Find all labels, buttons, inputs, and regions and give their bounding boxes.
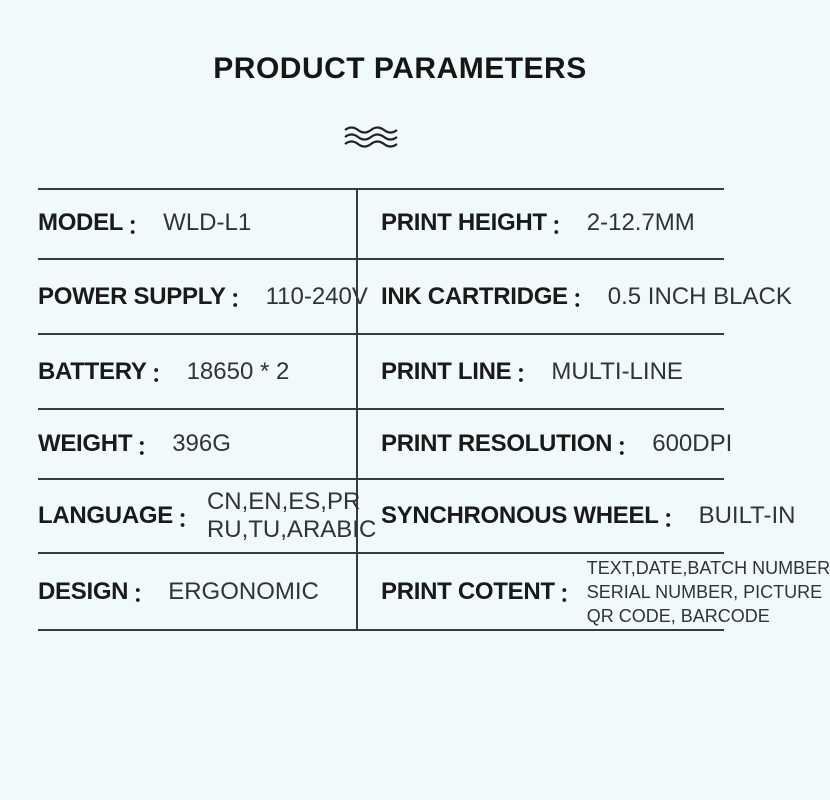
param-label: SYNCHRONOUS WHEEL: [381, 502, 659, 529]
param-label: PRINT COTENT: [381, 577, 555, 605]
param-value: 600DPI: [652, 430, 733, 457]
param-weight: WEIGHT ： 396G: [38, 430, 231, 461]
param-value: MULTI-LINE: [551, 357, 683, 385]
param-value: 2-12.7MM: [586, 209, 695, 236]
param-value: 110-240V: [265, 282, 368, 310]
param-value: TEXT,DATE,BATCH NUMBER SERIAL NUMBER, PICTURE QR CODE, BARCODE: [586, 557, 830, 626]
page-title: PRODUCT PARAMETERS: [213, 52, 587, 85]
param-model: MODEL ： WLD-L1: [38, 209, 252, 240]
param-label: PRINT HEIGHT: [381, 209, 547, 236]
param-label: PRINT LINE: [381, 357, 512, 385]
param-ink-cartridge: INK CARTRIDGE ： 0.5 INCH BLACK: [381, 282, 792, 313]
param-label: INK CARTRIDGE: [381, 282, 568, 310]
param-value: WLD-L1: [163, 209, 252, 236]
param-value: 396G: [172, 430, 231, 457]
param-label: MODEL: [38, 209, 124, 236]
param-design: DESIGN ： ERGONOMIC: [38, 577, 319, 608]
param-label: WEIGHT: [38, 430, 133, 457]
param-synchronous-wheel: SYNCHRONOUS WHEEL ： BUILT-IN: [381, 502, 796, 533]
param-label: POWER SUPPLY: [38, 282, 226, 310]
param-power-supply: POWER SUPPLY ： 110-240V: [38, 282, 368, 313]
param-value: BUILT-IN: [698, 502, 796, 529]
param-value: CN,EN,ES,PR RU,TU,ARABIC: [206, 488, 377, 543]
param-battery: BATTERY ： 18650 * 2: [38, 357, 290, 388]
param-label: BATTERY: [38, 357, 147, 385]
param-print-resolution: PRINT RESOLUTION ： 600DPI: [381, 430, 733, 461]
param-print-line: PRINT LINE ： MULTI-LINE: [381, 357, 683, 388]
param-label: PRINT RESOLUTION: [381, 430, 613, 457]
param-value: 0.5 INCH BLACK: [607, 282, 792, 310]
param-print-content: PRINT COTENT ： TEXT,DATE,BATCH NUMBER SERIAL NUMBER, PICTURE QR CODE, BARCODE: [381, 557, 830, 626]
param-value: 18650 * 2: [186, 357, 290, 385]
row-divider: [38, 629, 724, 631]
param-label: DESIGN: [38, 577, 129, 605]
param-label: LANGUAGE: [38, 502, 173, 529]
param-value: ERGONOMIC: [168, 577, 319, 605]
param-print-height: PRINT HEIGHT ： 2-12.7MM: [381, 209, 695, 240]
wave-divider-icon: [343, 125, 399, 149]
param-language: LANGUAGE ： CN,EN,ES,PR RU,TU,ARABIC: [38, 488, 377, 543]
